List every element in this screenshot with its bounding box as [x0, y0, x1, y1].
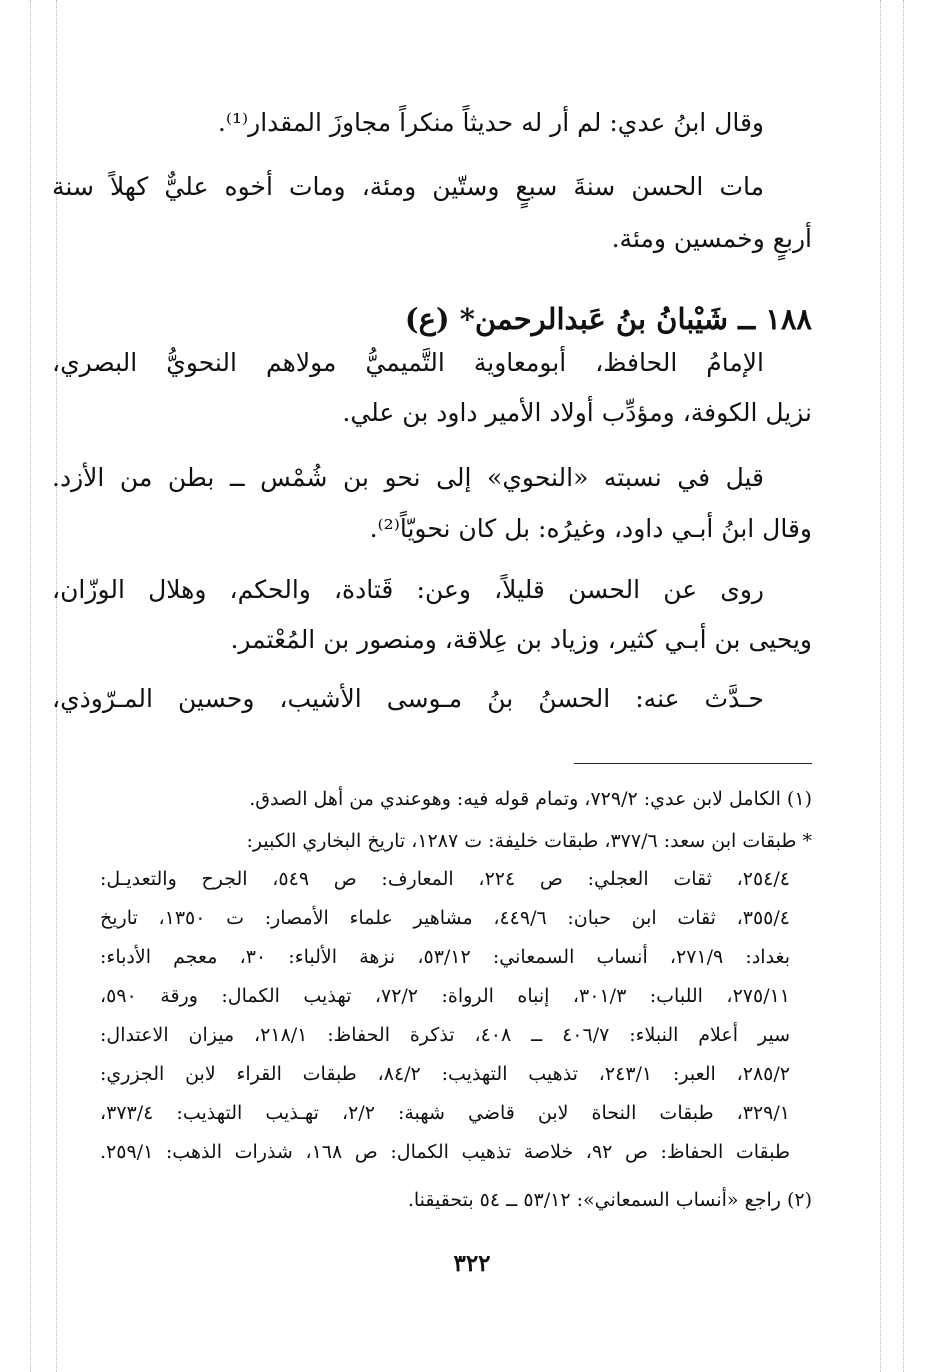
paragraph-bio-line-1: الإمامُ الحافظ، أبومعاوية التَّميميُّ مولاهم النحويُّ البصري، [52, 348, 764, 377]
footnote-star-line-8: ٣٢٩/١، طبقات النحاة لابن قاضي شهبة: ٢/٢، تهـذيب التهذيب: ٣٧٣/٤، [100, 1102, 790, 1124]
footnote-star-line-3: ٣٥٥/٤، ثقات ابن حبان: ٤٤٩/٦، مشاهير علماء الأمصار: ت ١٣٥٠، تاريخ [100, 907, 790, 929]
footnote-star-line-9: طبقات الحفاظ: ص ٩٢، خلاصة تذهيب الكمال: ص ١٦٨، شذرات الذهب: ٢٥٩/١. [100, 1141, 790, 1163]
paragraph-nisba-line-2: وقال ابنُ أبـي داود، وغيرُه: بل كان نحويّاً⁽²⁾. [369, 514, 812, 543]
entry-heading: ١٨٨ ــ شَيْبانُ بنُ عَبدالرحمن* (ع) [404, 302, 812, 336]
paragraph-death-line-1: مات الحسن سنةَ سبعٍ وستّين ومئة، ومات أخوه عليٌّ كهلاً سنة [52, 172, 764, 201]
footnote-star-line-1: * طبقات ابن سعد: ٣٧٧/٦، طبقات خليفة: ت ١٢٨٧، تاريخ البخاري الكبير: [246, 830, 812, 852]
footnote-2: (٢) راجع «أنساب السمعاني»: ٥٣/١٢ ــ ٥٤ بتحقيقنا. [407, 1189, 812, 1211]
footnote-1: (١) الكامل لابن عدي: ٧٢٩/٢، وتمام قوله فيه: وهوعندي من أهل الصدق. [249, 788, 812, 810]
paragraph-narrated-line-2: ويحيى بن أبـي كثير، وزياد بن عِلاقة، ومنصور بن المُعْتمر. [230, 625, 812, 654]
paragraph-bio-line-2: نزيل الكوفة، ومؤدِّب أولاد الأمير داود بن علي. [342, 398, 812, 427]
margin-guide-right-inner [880, 0, 881, 1372]
paragraph-death-line-2: أربعٍ وخمسين ومئة. [611, 224, 812, 253]
page-number: ٣٢٢ [453, 1250, 491, 1277]
footnote-star-line-2: ٢٥٤/٤، ثقات العجلي: ص ٢٢٤، المعارف: ص ٥٤٩، الجرح والتعديـل: [100, 868, 790, 890]
paragraph-ibn-adi: وقال ابنُ عدي: لم أر له حديثاً منكراً مجاوزَ المقدار⁽¹⁾. [217, 108, 764, 137]
footnote-star-line-5: ٢٧٥/١١، اللباب: ٣٠١/٣، إنباه الرواة: ٧٢/٢، تهذيب الكمال: ورقة ٥٩٠، [100, 985, 791, 1007]
margin-guide-left-outer [30, 0, 31, 1372]
paragraph-nisba-line-1: قيل في نسبته «النحوي» إلى نحو بن شُمْس ــ بطن من الأزد. [52, 463, 764, 492]
footnote-star-line-4: بغداد: ٢٧١/٩، أنساب السمعاني: ٥٣/١٢، نزهة الألباء: ٣٠، معجم الأدباء: [100, 946, 790, 968]
paragraph-narrated-line-1: روى عن الحسن قليلاً، وعن: قَتادة، والحكم، وهلال الوزّان، [52, 575, 764, 604]
paragraph-students-line-1: حـدَّث عنه: الحسنُ بنُ مـوسى الأشيب، وحسين المـرّوذي، [52, 684, 764, 713]
footnote-star-line-7: ٢٨٥/٢، العبر: ٢٤٣/١، تذهيب التهذيب: ٨٤/٢، طبقات القراء لابن الجزري: [100, 1063, 790, 1085]
footnote-separator [574, 763, 812, 764]
margin-guide-right-outer [903, 0, 904, 1372]
footnote-star-line-6: سير أعلام النبلاء: ٤٠٦/٧ ــ ٤٠٨، تذكرة الحفاظ: ٢١٨/١، ميزان الاعتدال: [100, 1024, 791, 1046]
